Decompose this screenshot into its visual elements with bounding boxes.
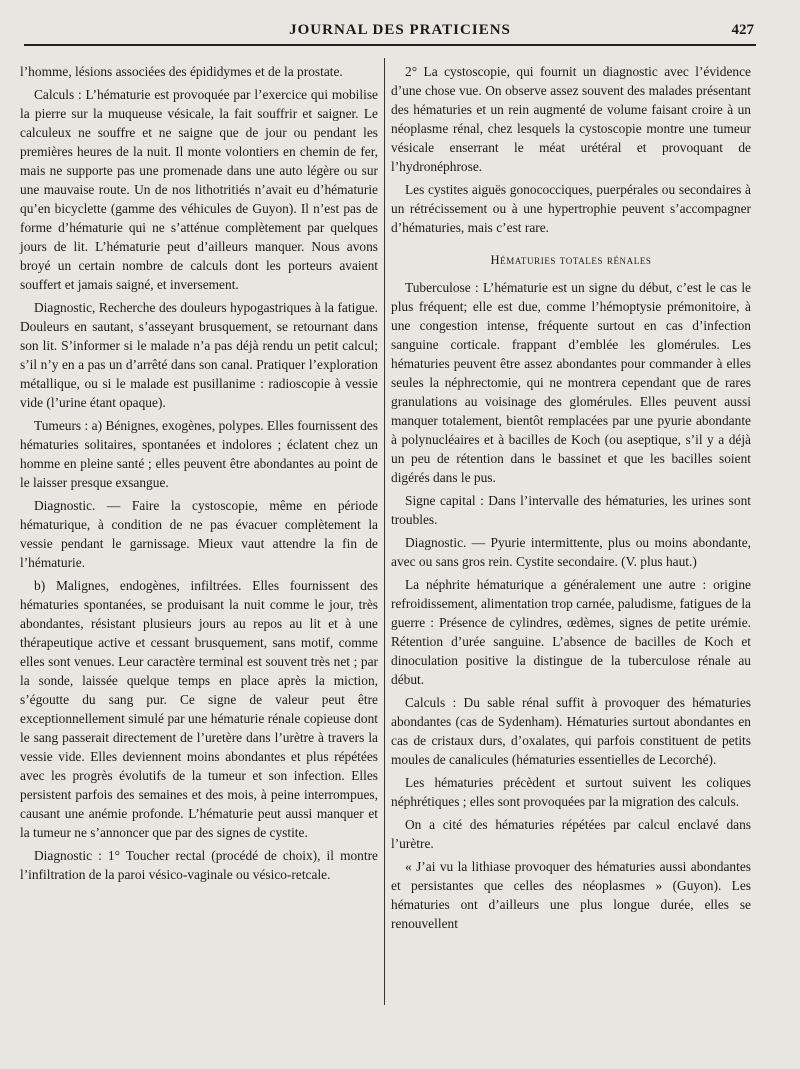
paragraph: Diagnostic, Recherche des douleurs hypogastriques à la fatigue. Douleurs en sautant, s’asseyant brusquement, se retournant dans son lit. S’informer si le malade n’a pas déjà rendu un petit calcul; s’il n’y en a pas un d’arrêté dans son canal. Pratiquer l’exploration métallique, ou si le malade est pusillanime : radioscopie à vessie vide (l’urine étant opaque). <box>20 300 378 410</box>
paragraph: On a cité des hématuries répétées par calcul enclavé dans l’urètre. <box>391 817 751 851</box>
paragraph: 2° La cystoscopie, qui fournit un diagnostic avec l’évidence d’une chose vue. On observe assez souvent des malades présentant des hématuries et un rein augmenté de volume faisant croire à un néoplasme rénal, chez lesquels la cystoscopie montre une tumeur vésicale enserrant le méat urétéral et provoquant de l’hydronéphrose. <box>391 64 751 174</box>
paragraph: Calculs : Du sable rénal suffit à provoquer des hématuries abondantes (cas de Sydenham). Hématuries surtout abondantes en cas de cristaux durs, d’oxalates, qui parfois constituent de petits moules de canalicules (hématuries essentielles de Lecorché). <box>391 695 751 767</box>
paragraph: Signe capital : Dans l’intervalle des hématuries, les urines sont troubles. <box>391 493 751 527</box>
paragraph: Calculs : L’hématurie est provoquée par l’exercice qui mobilise la pierre sur la muqueuse vésicale, la fait souffrir et saigner. Le calculeux ne souffre et ne saigne que de jour ou pendant les premières heures de la nuit. Il monte volontiers en chemin de fer, mais ne supporte pas une promenade dans une auto légère ou sur une mauvaise route. Un de nos lithotritiés n’avait eu d’hématurie qu’en bicyclette (gamme des véhicules de Guyon). Il n’est pas de forme d’hématurie qui ne s’atténue complètement par quelques jours de lit. L’hématurie peut d’ailleurs manquer. Nous avons broyé un certain nombre de calculs dont les porteurs avaient souffert et jamais saigné, et inversement. <box>20 87 378 292</box>
header-rule <box>24 44 756 46</box>
paragraph: Les hématuries précèdent et surtout suivent les coliques néphrétiques ; elles sont provoquées par la migration des calculs. <box>391 775 751 809</box>
paragraph: l’homme, lésions associées des épididymes et de la prostate. <box>20 64 343 79</box>
paragraph: Diagnostic : 1° Toucher rectal (procédé de choix), il montre l’infiltration de la paroi vésico-vaginale ou vésico-retcale. <box>20 848 378 882</box>
section-title: Hématuries totales rénales <box>490 253 652 267</box>
paragraph: La néphrite hématurique a généralement une autre : origine refroidissement, alimentation trop carnée, paludisme, fatigues de la guerre : Présence de cylindres, œdèmes, signes de petite urémie. Rétention d’urée sanguine. L’absence de bacilles de Koch et dinoculation positive la distingue de la tuberculose rénale au début. <box>391 577 751 687</box>
page-number: 427 <box>731 22 754 38</box>
paragraph: Diagnostic. — Pyurie intermittente, plus ou moins abondante, avec ou sans gros rein. Cystite secondaire. (V. plus haut.) <box>391 535 751 569</box>
paragraph: Les cystites aiguës gonococciques, puerpérales ou secondaires à un rétrécissement ou à une hypertrophie peuvent s’accompagner d’hématuries, mais c’est rare. <box>391 182 751 235</box>
right-column <box>391 62 751 1029</box>
paragraph: Diagnostic. — Faire la cystoscopie, même en période hématurique, à condition de ne pas évacuer complètement la vessie pendant le garnissage. Mieux vaut attendre la fin de l’hématurie. <box>20 498 378 570</box>
journal-title: JOURNAL DES PRATICIENS <box>289 22 511 38</box>
left-column <box>20 62 378 1029</box>
paragraph: Tuberculose : L’hématurie est un signe du début, c’est le cas le plus fréquent; elle est due, comme l’hémoptysie prémonitoire, à une congestion intense, fréquente surtout en cas d’infection sanguine corticale. frappant d’emblée les glomérules. Les hématuries peuvent être assez abondantes pour commander à elles seules la néphrectomie, qui ne montrera cependant que de rares granulations au voisinage des glomérules. Elles peuvent aussi manquer totalement, bientôt remplacées par une pyurie abondante à polynucléaires et à bacilles de Koch (ou aseptique, s’il y a déjà un peu de rétention dans le bassinet et que les bacilles soient digérés dans le pus. <box>391 280 751 485</box>
column-divider <box>384 58 385 1005</box>
paragraph: Tumeurs : a) Bénignes, exogènes, polypes. Elles fournissent des hématuries solitaires, spontanées et indolores ; éclatent chez un homme en pleine santé ; elles peuvent être abondantes au point de le laisser presque exsangue. <box>20 418 378 490</box>
paragraph: b) Malignes, endogènes, infiltrées. Elles fournissent des hématuries spontanées, se produisant la nuit comme le jour, très abondantes, résistant plusieurs jours au repos au lit et à une thérapeutique active et cessant brusquement, sans motif, comme elles sont venues. Leur caractère terminal est souvent très net ; par la sonde, laissée quelque temps en place après la miction, s’égoutte du sang pur. Ce signe de valeur peut être exceptionnellement simulé par une hématurie rénale copieuse dont le sang passerait directement de l’uretère dans l’urètre à travers la vessie vide. Elles deviennent moins abondantes et plus répétées avec les progrès évolutifs de la tumeur et son infection. Elles persistent parfois des semaines et des mois, à peine interrompues, causant une anémie profonde. L’hématurie peut aussi manquer et la tumeur ne s’annoncer que par des signes de cystite. <box>20 578 378 840</box>
paragraph: « J’ai vu la lithiase provoquer des hématuries aussi abondantes et persistantes que celles des néoplasmes » (Guyon). Les hématuries ont d’ailleurs une plus longue durée, elles se renouvellent <box>391 859 751 931</box>
